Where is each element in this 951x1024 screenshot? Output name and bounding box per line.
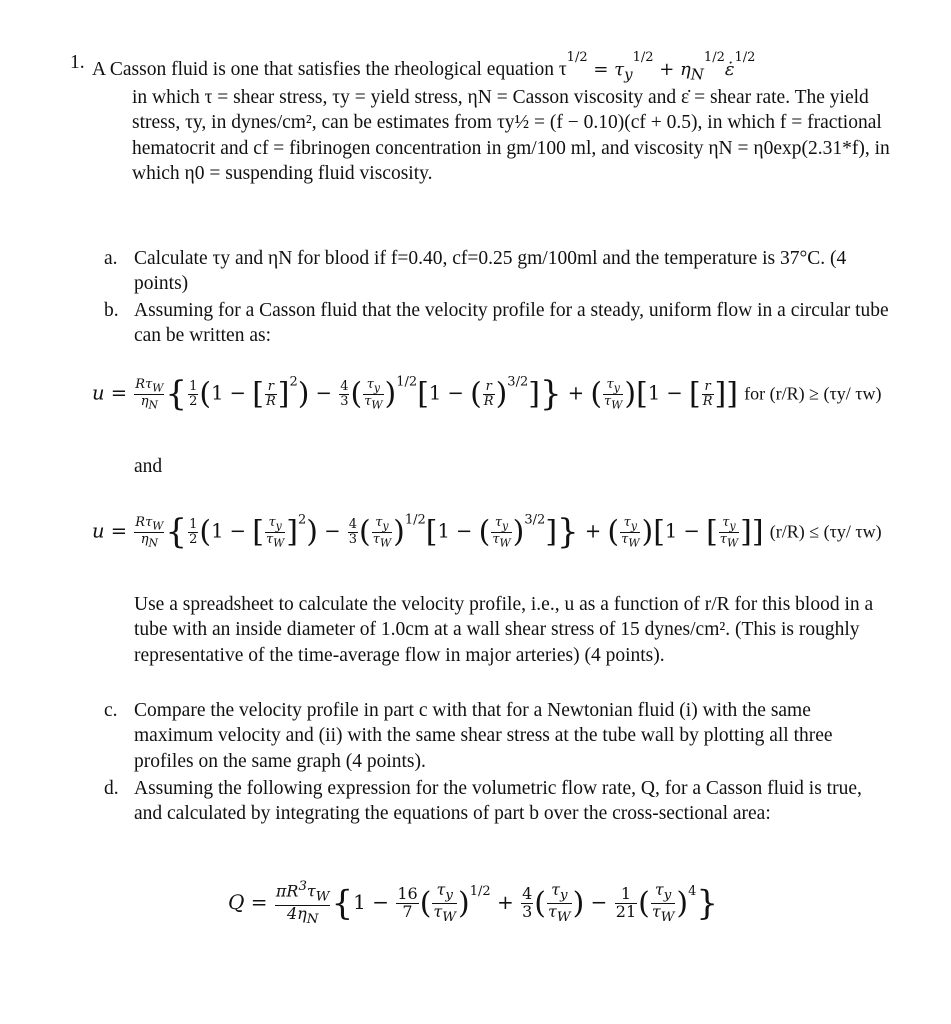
- part-b-continuation: [104, 592, 894, 668]
- part-c-label: c.: [104, 700, 118, 721]
- part-a: [104, 246, 894, 297]
- problem-number: 1.: [70, 52, 85, 73]
- flow-rate-equation: Q = $\frac{\pi R^3\tau_W}{4\eta_N}$ {1 − $\frac{16}{7}$ ( $\frac{\tau_y}{\tau_W}$ )$^{1/2}$ + $\frac{4}{3}$ ( $\frac{\tau_y}{\tau_W}$ ) − $\frac{1}{21}$ ( $\frac{\tau_y}{\tau_W}$ )$^4$}: [228, 879, 719, 927]
- part-d: [104, 776, 894, 827]
- part-a-label: a.: [104, 248, 118, 269]
- rheological-equation: $^{1/2} = \tau_y^{1/2}$ + $\eta_N^{1/2}\varepsiloṅ^{1/2}$: [566, 50, 756, 84]
- problem-intro: [70, 50, 910, 186]
- part-c-text: Compare the velocity profile in part c with that for a Newtonian fluid (i) with the same maximum velocity and (ii) with the same shear stress at the tube wall by plotting all three profiles on the same graph (4 points).: [134, 700, 833, 772]
- part-d-text: Assuming the following expression for the volumetric flow rate, Q, for a Casson fluid is true, and calculated by integrating the equations of part b over the cross-sectional area:: [134, 778, 862, 825]
- condition-outer: for (r/R) ≥ (τy/ τw): [744, 383, 882, 404]
- velocity-equation-outer: u = $\frac{R\tau_W}{\eta_N}$ { $\frac{1}{2}$ (1 − [ $\frac{r}{R}$ ]$^2$) − $\frac{4}{3}$ ( $\frac{\tau_y}{\tau_W}$ )$^{1/2}$[1 − ( $\frac{r}{R}$ )$^{3/2}$]} + ( $\frac{\tau_y}{\tau_W}$ )[1 − [ $\frac{r}{R}$ ]] for (r/R) ≥ (τy/ τw): [92, 374, 882, 414]
- condition-core: (r/R) ≤ (τy/ τw): [769, 521, 882, 542]
- intro-first-line: A Casson fluid is one that satisfies the rheological equation τ: [92, 59, 567, 80]
- part-d-label: d.: [104, 778, 119, 799]
- part-c: [104, 698, 894, 774]
- intro-body: in which τ = shear stress, τy = yield stress, ηN = Casson viscosity and ε̇ = shear rate. The yield stress, τy, in dynes/cm², can be estimates from τy½ = (f − 0.10)(cf + 0.5), in which f = fractional hematocrit and cf = fibrinogen concentration in gm/100 ml, and viscosity ηN = η0exp(2.31*f), in which η0 = suspending fluid viscosity.: [132, 87, 890, 185]
- and-text: and: [134, 456, 163, 477]
- part-b: [104, 298, 894, 349]
- part-a-text: Calculate τy and ηN for blood if f=0.40, cf=0.25 gm/100ml and the temperature is 37°C. (4 points): [134, 248, 847, 295]
- velocity-equation-core: u = $\frac{R\tau_W}{\eta_N}$ { $\frac{1}{2}$ (1 − [ $\frac{\tau_y}{\tau_W}$ ]$^2$) − $\frac{4}{3}$ ( $\frac{\tau_y}{\tau_W}$ )$^{1/2}$[1 − ( $\frac{\tau_y}{\tau_W}$ )$^{3/2}$]} + ( $\frac{\tau_y}{\tau_W}$ )[1 − [ $\frac{\tau_y}{\tau_W}$ ]] (r/R) ≤ (τy/ τw): [92, 512, 882, 552]
- part-b-text: Assuming for a Casson fluid that the velocity profile for a steady, uniform flow in a circular tube can be written as:: [134, 300, 889, 347]
- part-b-label: b.: [104, 300, 119, 321]
- part-b-after-text: Use a spreadsheet to calculate the velocity profile, i.e., u as a function of r/R for this blood in a tube with an inside diameter of 1.0cm at a wall shear stress of 15 dynes/cm². (This is roughly representative of the time-average flow in major arteries) (4 points).: [134, 594, 874, 666]
